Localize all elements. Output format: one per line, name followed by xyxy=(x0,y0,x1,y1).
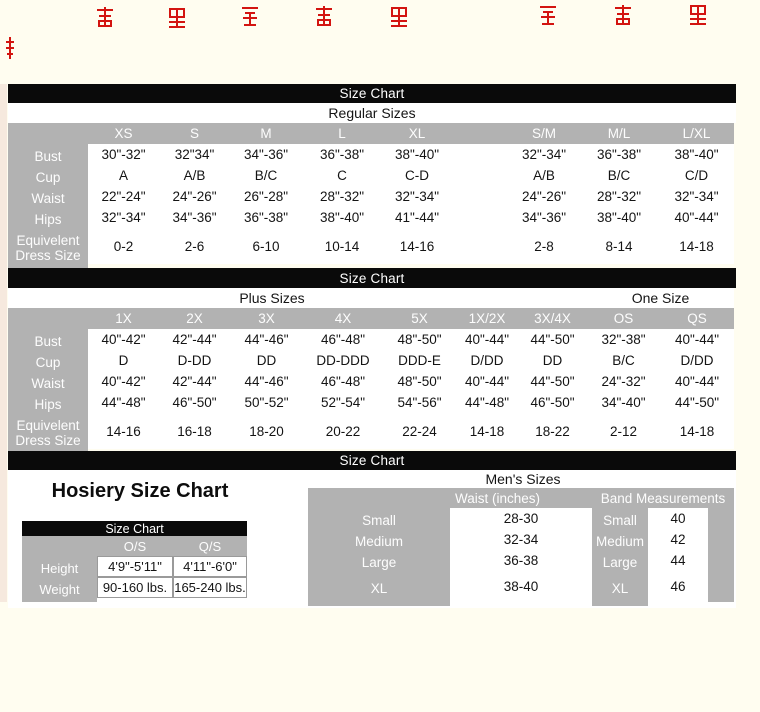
size-cell: 36"-38" xyxy=(302,144,382,165)
plus-row-dress-size xyxy=(8,413,734,453)
size-chart-bar-1-label: Size Chart xyxy=(339,86,405,101)
size-cell: 14-16 xyxy=(382,228,452,264)
band-header: Band Measurements xyxy=(592,488,734,508)
hosiery-cell: 4'11"-6'0" xyxy=(173,556,247,577)
size-chart-bar-2-label: Size Chart xyxy=(339,270,405,286)
red-stamp-mark xyxy=(613,3,633,27)
size-cell: 54"-56" xyxy=(383,392,456,413)
size-cell: 36"-38" xyxy=(579,144,659,165)
size-cell: 14-18 xyxy=(659,228,734,264)
size-cell: 6-10 xyxy=(230,228,302,264)
size-cell: 34"-36" xyxy=(159,207,230,228)
size-cell: 44"-50" xyxy=(660,392,734,413)
size-cell: B/C xyxy=(587,350,660,371)
size-cell: 40"-44" xyxy=(456,329,518,350)
red-stamp-mark xyxy=(314,4,334,28)
mens-size-label: XL xyxy=(308,571,450,606)
size-cell: 38"-40" xyxy=(659,144,734,165)
col-header-2x: 2X xyxy=(159,308,230,329)
waist-header: Waist (inches) xyxy=(308,488,592,508)
title-spacer xyxy=(8,288,88,308)
hosiery-bar-label: Size Chart xyxy=(105,521,164,536)
size-cell: 52"-54" xyxy=(303,392,383,413)
regular-sizes-title: Regular Sizes xyxy=(328,105,416,121)
mens-band-cell: 40 xyxy=(648,508,708,529)
size-cell: 28"-32" xyxy=(302,186,382,207)
size-cell: 32"-34" xyxy=(659,186,734,207)
col-header-1x: 1X xyxy=(88,308,159,329)
mens-band-cell: 44 xyxy=(648,550,708,571)
size-cell: 44"-50" xyxy=(518,329,587,350)
hosiery-cell: 4'9"-5'11" xyxy=(97,556,173,577)
size-cell: 50"-52" xyxy=(230,392,303,413)
row-label: Equivelent Dress Size xyxy=(8,228,88,268)
size-cell: 38"-40" xyxy=(579,207,659,228)
size-cell: 46"-48" xyxy=(303,371,383,392)
mens-band-label: Large xyxy=(592,550,648,575)
col-header-m: M xyxy=(230,123,302,144)
mens-size-label: Large xyxy=(308,550,450,575)
size-cell: DD-DDD xyxy=(303,350,383,371)
size-cell: 40"-44" xyxy=(660,329,734,350)
red-stamp-mark xyxy=(167,5,187,29)
title-spacer xyxy=(456,288,587,308)
size-cell: 14-18 xyxy=(456,413,518,449)
size-cell: 44"-48" xyxy=(456,392,518,413)
size-cell: 46"-48" xyxy=(303,329,383,350)
size-cell: 26"-28" xyxy=(230,186,302,207)
size-cell: 44"-46" xyxy=(230,329,303,350)
mens-row-xl xyxy=(308,571,734,606)
size-cell: B/C xyxy=(230,165,302,186)
col-header-gap xyxy=(452,123,509,144)
corner-spacer xyxy=(8,308,88,329)
size-cell: 28"-32" xyxy=(579,186,659,207)
size-cell: 48"-50" xyxy=(383,329,456,350)
size-cell: 32"-38" xyxy=(587,329,660,350)
size-cell: 2-12 xyxy=(587,413,660,449)
size-cell: 42"-44" xyxy=(159,371,230,392)
size-cell: 40"-44" xyxy=(659,207,734,228)
corner-spacer xyxy=(8,123,88,144)
col-header-lxl: L/XL xyxy=(659,123,734,144)
hosiery-row-weight xyxy=(22,577,247,602)
col-header-l: L xyxy=(302,123,382,144)
col-header-ml: M/L xyxy=(579,123,659,144)
mens-header-row xyxy=(308,488,734,508)
size-cell: DDD-E xyxy=(383,350,456,371)
right-gray-pad xyxy=(708,508,734,529)
plus-sizes-title: Plus Sizes xyxy=(88,288,456,308)
red-stamp-mark xyxy=(688,2,708,26)
col-header-1x2x: 1X/2X xyxy=(456,308,518,329)
spacer-cell xyxy=(452,144,509,165)
size-cell: 34"-36" xyxy=(230,144,302,165)
col-header-3x: 3X xyxy=(230,308,303,329)
mens-band-cell: 42 xyxy=(648,529,708,550)
row-label: Equivelent Dress Size xyxy=(8,413,88,453)
mens-band-label: Small xyxy=(592,508,648,533)
size-cell: 32"-34" xyxy=(88,207,159,228)
row-label: Cup xyxy=(8,350,88,375)
plus-header-row xyxy=(8,308,734,329)
hosiery-cell: 165-240 lbs. xyxy=(173,577,247,598)
mens-waist-cell: 36-38 xyxy=(450,550,592,571)
size-cell: 44"-50" xyxy=(518,371,587,392)
size-cell: 41"-44" xyxy=(382,207,452,228)
mens-waist-cell: 28-30 xyxy=(450,508,592,529)
size-cell: 24"-32" xyxy=(587,371,660,392)
size-cell: 14-16 xyxy=(88,413,159,449)
size-cell: 38"-40" xyxy=(382,144,452,165)
col-header-os: O/S xyxy=(97,536,173,556)
size-cell: 8-14 xyxy=(579,228,659,264)
hosiery-size-chart-bar xyxy=(22,521,247,536)
plus-sizes-title-row xyxy=(8,288,734,308)
left-edge-strip xyxy=(0,84,7,602)
size-cell: 46"-50" xyxy=(159,392,230,413)
row-label: Hips xyxy=(8,207,88,232)
size-cell: 18-22 xyxy=(518,413,587,449)
col-header-os: OS xyxy=(587,308,660,329)
col-header-qs: Q/S xyxy=(173,536,247,556)
size-chart-bar-1 xyxy=(8,84,736,103)
size-cell: DD xyxy=(230,350,303,371)
size-cell: 2-6 xyxy=(159,228,230,264)
size-cell: 46"-50" xyxy=(518,392,587,413)
spacer-cell xyxy=(452,207,509,228)
size-cell: 30"-32" xyxy=(88,144,159,165)
red-stamp-mark-side xyxy=(4,36,16,60)
red-stamp-mark xyxy=(389,4,409,28)
spacer-cell xyxy=(452,165,509,186)
right-gray-pad xyxy=(708,571,734,602)
size-cell: 48"-50" xyxy=(383,371,456,392)
col-header-5x: 5X xyxy=(383,308,456,329)
size-cell: 22-24 xyxy=(383,413,456,449)
size-cell: 40"-42" xyxy=(88,371,159,392)
size-cell: 40"-42" xyxy=(88,329,159,350)
size-cell: B/C xyxy=(579,165,659,186)
size-cell: 32"34" xyxy=(159,144,230,165)
right-gray-pad xyxy=(708,550,734,571)
size-cell: D/DD xyxy=(660,350,734,371)
size-cell: 10-14 xyxy=(302,228,382,264)
size-cell: 40"-44" xyxy=(660,371,734,392)
size-cell: 20-22 xyxy=(303,413,383,449)
red-stamp-mark xyxy=(95,5,115,29)
row-label: Cup xyxy=(8,165,88,190)
spacer-cell xyxy=(452,228,509,264)
row-label: Bust xyxy=(8,329,88,354)
col-header-s: S xyxy=(159,123,230,144)
mens-band-cell: 46 xyxy=(648,571,708,602)
size-cell: 2-8 xyxy=(509,228,579,264)
size-cell: 44"-48" xyxy=(88,392,159,413)
size-cell: 24"-26" xyxy=(509,186,579,207)
size-cell: 38"-40" xyxy=(302,207,382,228)
size-cell: A xyxy=(88,165,159,186)
size-chart-bar-3-label: Size Chart xyxy=(339,453,405,468)
size-cell: 32"-34" xyxy=(509,144,579,165)
one-size-title: One Size xyxy=(587,288,734,308)
size-cell: C/D xyxy=(659,165,734,186)
regular-sizes-title-row xyxy=(8,103,736,123)
size-cell: DD xyxy=(518,350,587,371)
col-header-4x: 4X xyxy=(303,308,383,329)
size-cell: D-DD xyxy=(159,350,230,371)
col-header-qs: QS xyxy=(660,308,734,329)
corner-spacer xyxy=(22,536,97,556)
size-cell: 42"-44" xyxy=(159,329,230,350)
mens-band-label: XL xyxy=(592,571,648,606)
regular-row-dress-size xyxy=(8,228,734,268)
mens-band-label: Medium xyxy=(592,529,648,554)
mens-waist-cell: 38-40 xyxy=(450,571,592,602)
size-cell: 16-18 xyxy=(159,413,230,449)
size-cell: A/B xyxy=(159,165,230,186)
mens-size-label: Medium xyxy=(308,529,450,554)
size-cell: 0-2 xyxy=(88,228,159,264)
row-label: Weight xyxy=(22,577,97,602)
size-cell: 14-18 xyxy=(660,413,734,449)
size-cell: A/B xyxy=(509,165,579,186)
size-cell: 44"-46" xyxy=(230,371,303,392)
mens-waist-cell: 32-34 xyxy=(450,529,592,550)
size-cell: C xyxy=(302,165,382,186)
row-label: Height xyxy=(22,556,97,581)
row-label: Waist xyxy=(8,186,88,211)
size-cell: 22"-24" xyxy=(88,186,159,207)
size-chart-bar-2 xyxy=(8,268,736,288)
size-cell: 34"-40" xyxy=(587,392,660,413)
spacer-cell xyxy=(452,186,509,207)
col-header-sm: S/M xyxy=(509,123,579,144)
size-cell: 32"-34" xyxy=(382,186,452,207)
right-gray-pad xyxy=(708,529,734,550)
hosiery-cell: 90-160 lbs. xyxy=(97,577,173,598)
hosiery-header-row xyxy=(22,536,247,556)
size-cell: 24"-26" xyxy=(159,186,230,207)
row-label: Bust xyxy=(8,144,88,169)
size-cell: 34"-36" xyxy=(509,207,579,228)
red-stamp-mark xyxy=(538,3,558,27)
red-stamp-mark xyxy=(240,4,260,28)
size-cell: 36"-38" xyxy=(230,207,302,228)
col-header-3x4x: 3X/4X xyxy=(518,308,587,329)
col-header-xl: XL xyxy=(382,123,452,144)
size-cell: 18-20 xyxy=(230,413,303,449)
row-label: Hips xyxy=(8,392,88,417)
size-cell: C-D xyxy=(382,165,452,186)
mens-size-label: Small xyxy=(308,508,450,533)
col-header-xs: XS xyxy=(88,123,159,144)
hosiery-heading: Hosiery Size Chart xyxy=(51,480,229,502)
size-cell: D xyxy=(88,350,159,371)
size-cell: D/DD xyxy=(456,350,518,371)
size-chart-bar-3 xyxy=(8,451,736,470)
regular-header-row xyxy=(8,123,734,144)
row-label: Waist xyxy=(8,371,88,396)
size-cell: 40"-44" xyxy=(456,371,518,392)
mens-sizes-title: Men's Sizes xyxy=(393,470,653,488)
